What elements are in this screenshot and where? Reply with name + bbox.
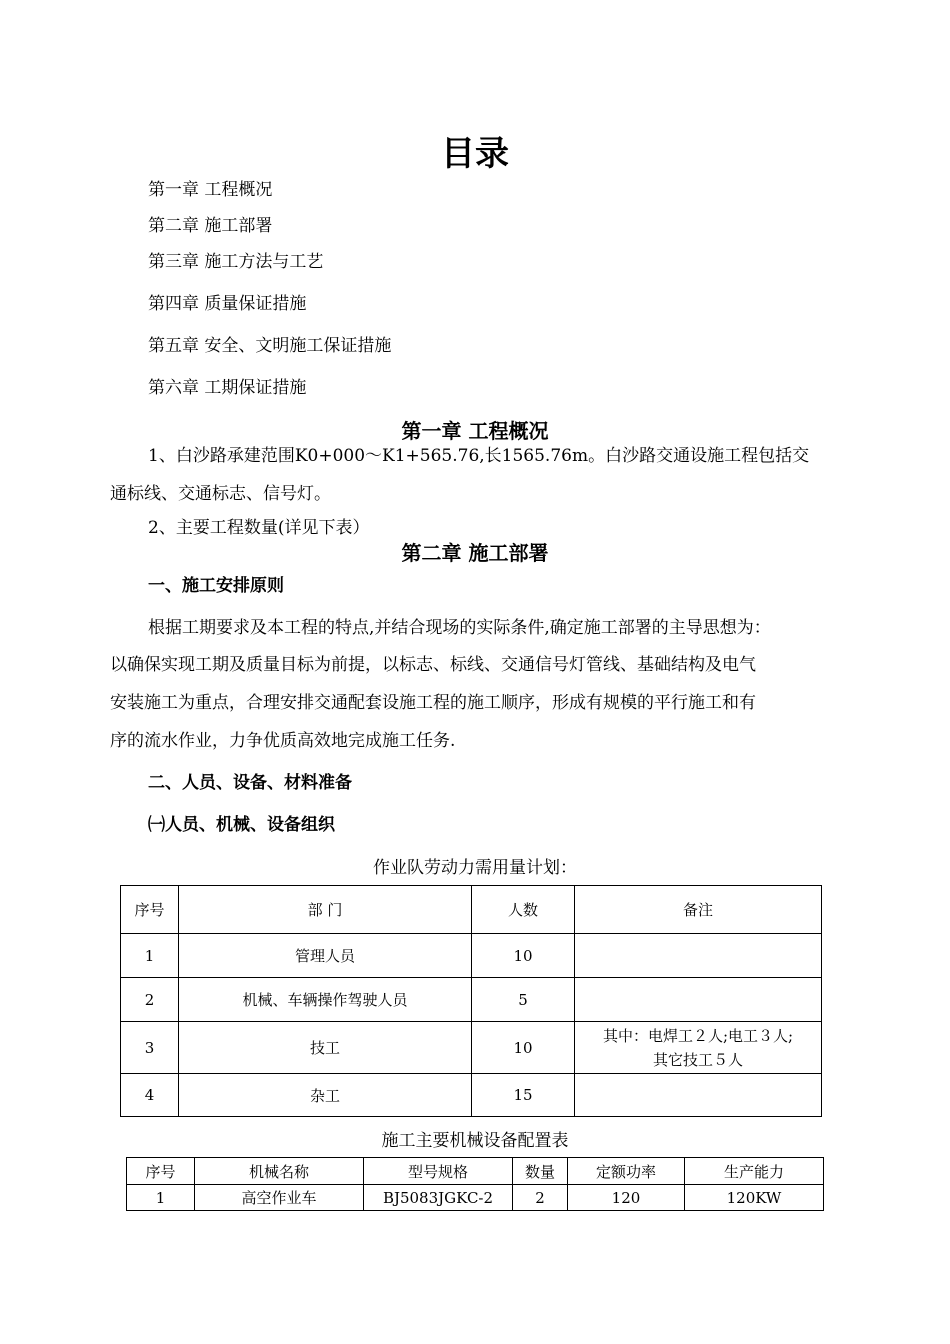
table-row	[121, 1022, 822, 1074]
machine-table	[126, 1157, 824, 1211]
header-count: 人数	[472, 886, 575, 934]
header-machine-name: 机械名称	[195, 1158, 364, 1185]
chapter-2-title: 第二章 施工部署	[401, 541, 549, 565]
toc-item-chapter-1: 第一章 工程概况	[148, 180, 273, 200]
header-note: 备注	[575, 886, 822, 934]
header-no: 序号	[121, 886, 179, 934]
row-dept: 机械、车辆操作驾驶人员	[179, 978, 472, 1022]
row-no: 4	[121, 1074, 179, 1117]
table-row	[127, 1185, 824, 1211]
header-quantity: 数量	[513, 1158, 568, 1185]
toc-item-chapter-3: 第三章 施工方法与工艺	[148, 252, 324, 272]
section-1-line-1: 根据工期要求及本工程的特点,并结合现场的实际条件,确定施工部署的主导思想为：	[148, 618, 771, 638]
header-rated-power: 定额功率	[568, 1158, 685, 1185]
row-note	[575, 934, 822, 978]
row-rated-power: 120	[568, 1185, 685, 1211]
row-no: 3	[121, 1022, 179, 1074]
row-model: BJ5083JGKC-2	[364, 1185, 513, 1211]
chapter-1-paragraph-1-line-2: 通标线、交通标志、信号灯。	[110, 484, 331, 504]
table-row	[121, 1074, 822, 1117]
row-capacity: 120KW	[685, 1185, 824, 1211]
row-note-line-1: 其中：电焊工２人;电工３人;	[602, 1026, 794, 1045]
row-note	[575, 978, 822, 1022]
toc-item-chapter-5: 第五章 安全、文明施工保证措施	[148, 336, 392, 356]
chapter-1-title: 第一章 工程概况	[401, 419, 549, 443]
labor-table-header-row	[121, 886, 822, 934]
chapter-1-paragraph-2: 2、主要工程数量(详见下表）	[148, 518, 370, 538]
row-no: 1	[121, 934, 179, 978]
table-row	[121, 934, 822, 978]
header-model: 型号规格	[364, 1158, 513, 1185]
labor-table-caption: 作业队劳动力需用量计划：	[373, 858, 577, 878]
machine-table-caption: 施工主要机械设备配置表	[381, 1131, 569, 1151]
labor-table	[120, 885, 822, 1117]
section-1-line-2: 以确保实现工期及质量目标为前提，以标志、标线、交通信号灯管线、基础结构及电气	[110, 655, 756, 675]
header-dept: 部 门	[179, 886, 472, 934]
row-quantity: 2	[513, 1185, 568, 1211]
row-dept: 杂工	[179, 1074, 472, 1117]
row-count: 10	[472, 1022, 575, 1074]
section-1-title: 一、施工安排原则	[148, 576, 284, 596]
table-row	[121, 978, 822, 1022]
row-note	[575, 1074, 822, 1117]
row-no: 2	[121, 978, 179, 1022]
toc-item-chapter-4: 第四章 质量保证措施	[148, 294, 307, 314]
row-count: 5	[472, 978, 575, 1022]
row-machine-name: 高空作业车	[195, 1185, 364, 1211]
header-no: 序号	[127, 1158, 195, 1185]
subsection-1-title: ㈠人员、机械、设备组织	[148, 815, 335, 835]
row-no: 1	[127, 1185, 195, 1211]
header-capacity: 生产能力	[685, 1158, 824, 1185]
toc-title: 目录	[441, 134, 509, 174]
section-1-line-3: 安装施工为重点，合理安排交通配套设施工程的施工顺序，形成有规模的平行施工和有	[110, 693, 756, 713]
machine-table-header-row	[127, 1158, 824, 1185]
row-note	[575, 1022, 822, 1074]
row-dept: 管理人员	[179, 934, 472, 978]
toc-item-chapter-6: 第六章 工期保证措施	[148, 378, 307, 398]
row-dept: 技工	[179, 1022, 472, 1074]
row-note-line-2: 其它技工５人	[652, 1050, 743, 1069]
section-2-title: 二、人员、设备、材料准备	[148, 773, 352, 793]
row-count: 15	[472, 1074, 575, 1117]
toc-item-chapter-2: 第二章 施工部署	[148, 216, 273, 236]
row-count: 10	[472, 934, 575, 978]
chapter-1-paragraph-1-line-1: 1、白沙路承建范围K0+000～K1+565.76,长1565.76m。白沙路交通设施工程包括交	[148, 446, 810, 466]
section-1-line-4: 序的流水作业，力争优质高效地完成施工任务.	[110, 731, 456, 751]
